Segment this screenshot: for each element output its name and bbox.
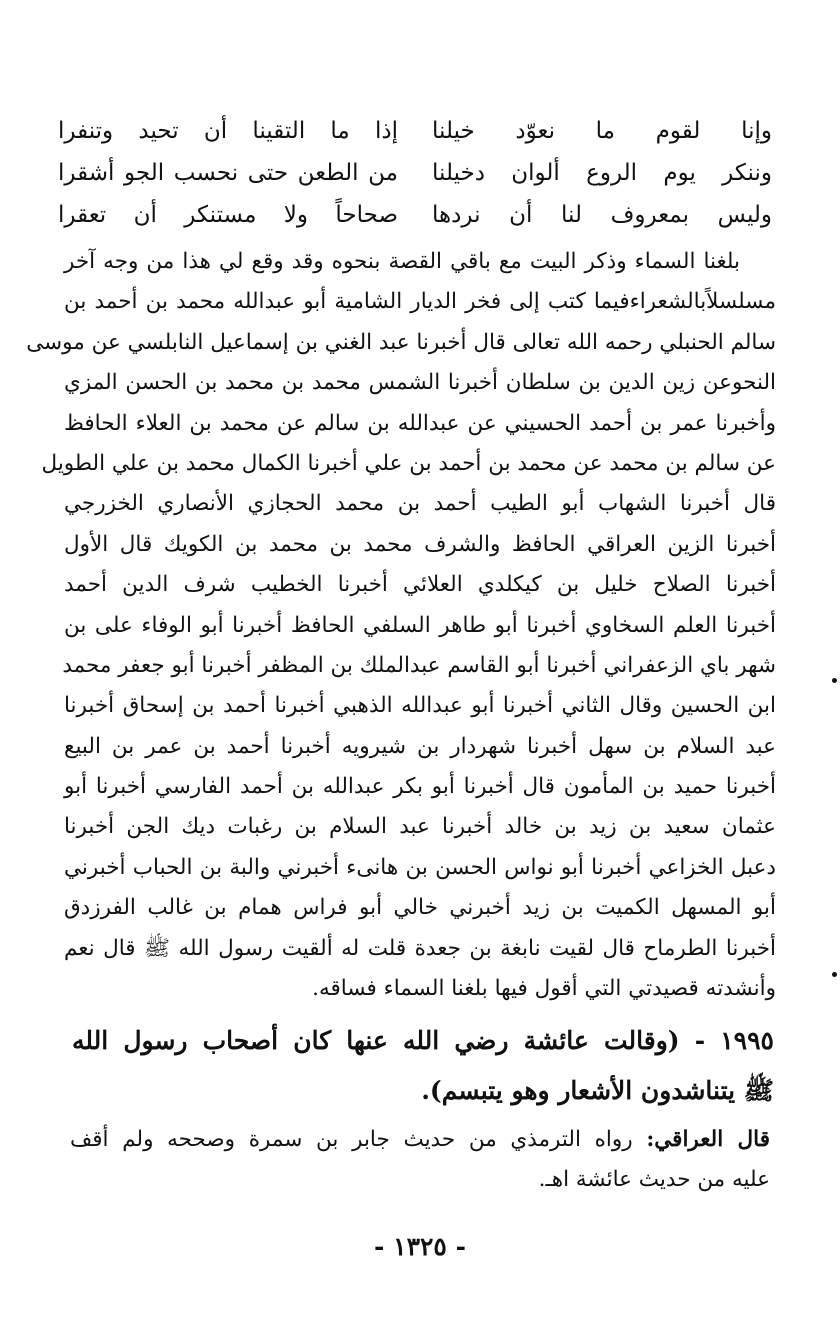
text-line: عن سالم بن محمد عن محمد بن أحمد بن علي أخبرنا الكمال محمد بن علي الطويل bbox=[41, 450, 776, 476]
verse-first-hemistich: وإنا لقوم ما نعوّد خيلنا bbox=[432, 118, 772, 144]
text-line: أخبرنا الطرماح قال لقيت نابغة بن جعدة قلت له ألقيت رسول الله ﷺ قال نعم bbox=[64, 935, 776, 961]
text-line: النحوعن زين الدين بن سلطان أخبرنا الشمس محمد بن محمد بن الحسن المزي bbox=[64, 370, 776, 396]
poem-verse bbox=[58, 110, 772, 152]
verse-first-hemistich: وننكر يوم الروع ألوان دخيلنا bbox=[432, 160, 772, 186]
note-lead: قال العراقي: bbox=[646, 1127, 770, 1152]
text-line: ابن الحسين وقال الثاني أخبرنا أبو عبدالله الذهبي أخبرنا أحمد بن إسحاق أخبرنا bbox=[64, 693, 776, 719]
text-line: بلغنا السماء وذكر البيت مع باقي القصة بنحوه وقد وقع لي هذا من وجه آخر bbox=[64, 249, 740, 274]
hadith-number: ١٩٩٥ - bbox=[694, 1026, 774, 1055]
text-line: عبد السلام بن سهل أخبرنا شهردار بن شيرويه أخبرنا أحمد بن عمر بن البيع bbox=[64, 733, 776, 759]
scan-speck bbox=[832, 678, 837, 683]
text-line: عثمان سعيد بن زيد بن خالد أخبرنا عبد السلام بن رغبات ديك الجن أخبرنا bbox=[64, 814, 776, 840]
text-line: مسلسلاًبالشعراءفيما كتب إلى فخر الديار الشامية أبو عبدالله محمد بن أحمد بن bbox=[64, 289, 776, 315]
note-line bbox=[70, 1120, 770, 1160]
text-line: وأخبرنا عمر بن أحمد الحسيني عن عبدالله بن سالم عن محمد بن العلاء الحافظ bbox=[64, 410, 776, 436]
hadith-block bbox=[72, 1016, 774, 1116]
verse-second-hemistich: إذا ما التقينا أن تحيد وتنفرا bbox=[58, 118, 398, 144]
scan-speck bbox=[832, 972, 837, 977]
text-line: أخبرنا حميد بن المأمون قال أخبرنا أبو بكر عبدالله بن أحمد الفارسي أخبرنا أبو bbox=[64, 774, 776, 800]
poem-verse bbox=[58, 152, 772, 194]
verse-second-hemistich: صحاحاً ولا مستنكر أن تعقرا bbox=[58, 202, 398, 228]
poem bbox=[58, 110, 772, 236]
note-text: رواه الترمذي من حديث جابر بن سمرة وصححه ولم أقف bbox=[70, 1127, 633, 1152]
text-line: شهر باي الزعفراني أخبرنا أبو القاسم عبدالملك بن المظفر أخبرنا أبو جعفر محمد bbox=[62, 652, 776, 678]
verse-first-hemistich: وليس بمعروف لنا أن نردها bbox=[432, 202, 772, 228]
commentary-note bbox=[70, 1120, 770, 1200]
hadith-text: (وقالت عائشة رضي الله عنها كان أصحاب رسول الله bbox=[72, 1026, 680, 1055]
prose-paragraph bbox=[26, 242, 776, 1009]
text-line: قال أخبرنا الشهاب أبو الطيب أحمد بن محمد الحجازي الأنصاري الخزرجي bbox=[64, 491, 776, 517]
text-line: سالم الحنبلي رحمه الله تعالى قال أخبرنا عبد الغني بن إسماعيل النابلسي عن موسى bbox=[26, 329, 776, 355]
text-line: أخبرنا الصلاح خليل بن كيكلدي العلائي أخبرنا الخطيب شرف الدين أحمد bbox=[64, 572, 776, 598]
text-line: وأنشدته قصيدتي التي أقول فيها بلغنا السماء فساقه. bbox=[312, 976, 776, 1002]
poem-verse bbox=[58, 194, 772, 236]
page-number: - ١٣٢٥ - bbox=[374, 1232, 466, 1261]
text-line: أخبرنا الزين العراقي الحافظ والشرف محمد بن محمد بن الكويك قال الأول bbox=[64, 531, 776, 557]
text-line: أخبرنا العلم السخاوي أخبرنا أبو طاهر السلفي الحافظ أخبرنا أبو الوفاء على بن bbox=[64, 612, 776, 638]
text-line: أبو المسهل الكميت بن زيد أخبرني خالي أبو فراس همام بن غالب الفرزدق bbox=[64, 895, 776, 921]
verse-second-hemistich: من الطعن حتى نحسب الجو أشقرا bbox=[58, 160, 398, 186]
text-line: دعبل الخزاعي أخبرنا أبو نواس الحسن بن هانىء أخبرني والبة بن الحباب أخبرني bbox=[64, 854, 776, 880]
note-line: عليه من حديث عائشة اهـ. bbox=[538, 1167, 770, 1192]
hadith-line bbox=[72, 1016, 774, 1066]
hadith-line: ﷺ يتناشدون الأشعار وهو يتبسم). bbox=[421, 1076, 774, 1105]
